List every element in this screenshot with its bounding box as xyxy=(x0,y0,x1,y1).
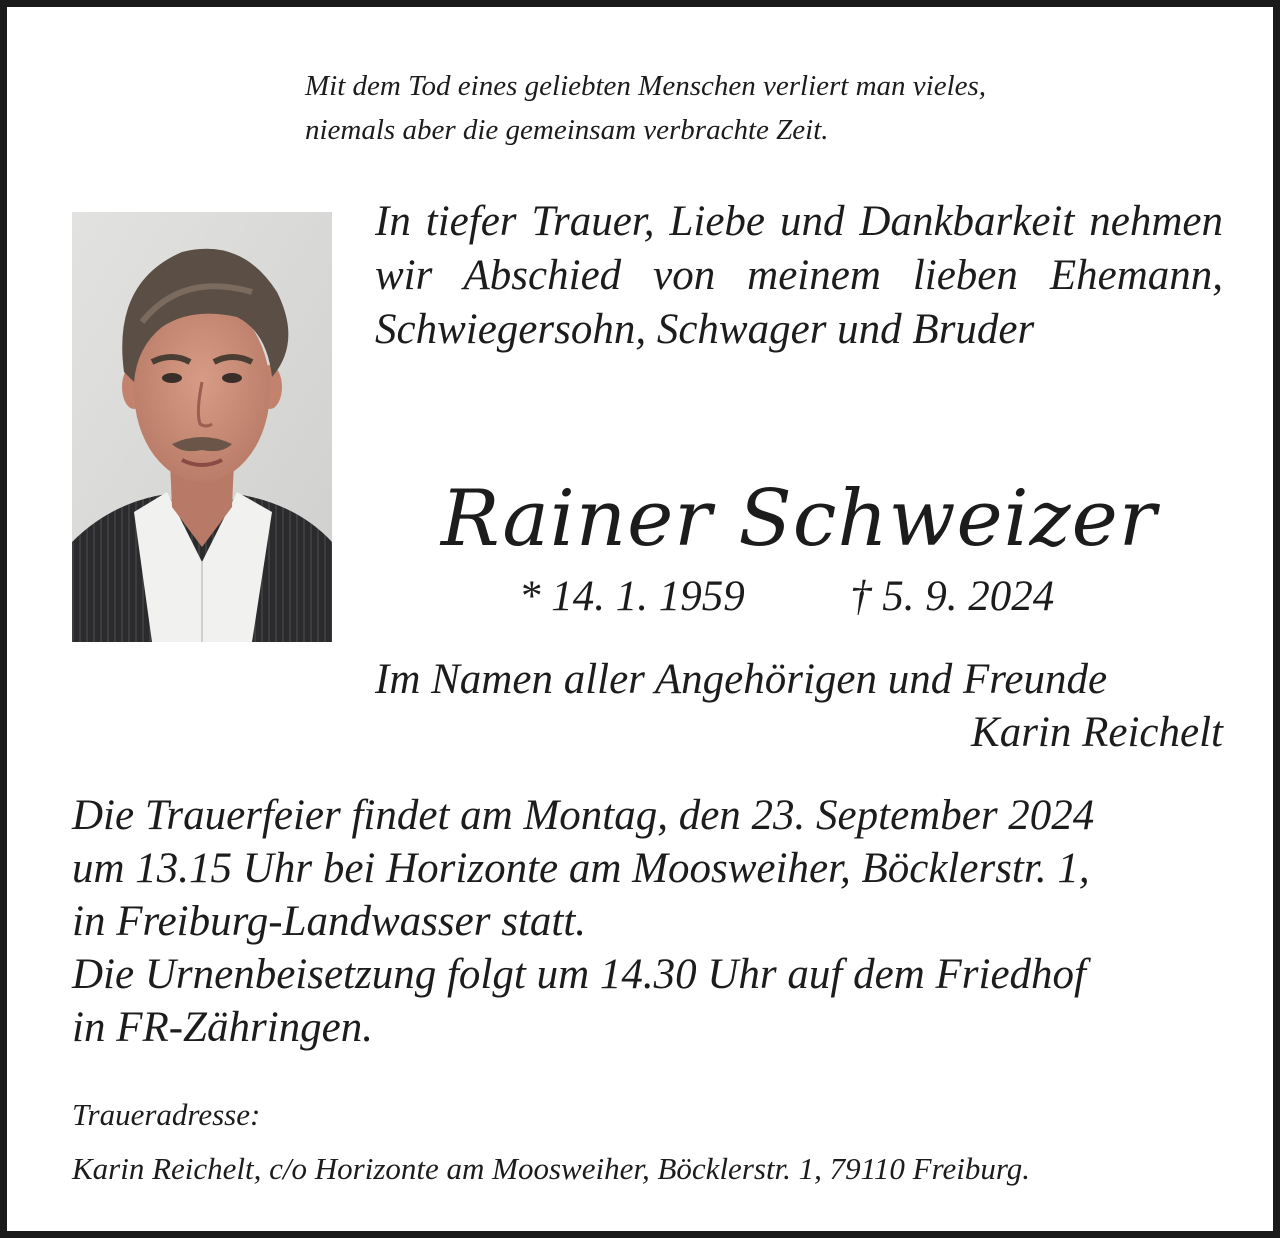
death-date: † 5. 9. 2024 xyxy=(850,573,1055,620)
quote-line-2: niemals aber die gemeinsam verbrachte Zeit. xyxy=(305,114,829,146)
ceremony-line-2: um 13.15 Uhr bei Horizonte am Moosweiher, Böcklerstr. 1, xyxy=(72,845,1090,892)
ceremony-line-5: in FR-Zähringen. xyxy=(72,1004,373,1051)
portrait-photo xyxy=(72,212,332,642)
quote-line-1: Mit dem Tod eines geliebten Menschen verliert man vieles, xyxy=(305,70,987,102)
birth-date: * 14. 1. 1959 xyxy=(519,573,745,620)
signoff-line-1: Im Namen aller Angehörigen und Freunde xyxy=(375,656,1108,703)
ceremony-details xyxy=(72,789,1227,1054)
ceremony-line-3: in Freiburg-Landwasser statt. xyxy=(72,898,587,945)
address-label: Traueradresse: xyxy=(72,1097,261,1132)
signoff xyxy=(375,653,1223,759)
ceremony-line-4: Die Urnenbeisetzung folgt um 14.30 Uhr auf dem Friedhof xyxy=(72,951,1086,998)
memorial-quote xyxy=(305,64,1235,152)
mourning-address: Karin Reichelt, c/o Horizonte am Moosweiher, Böcklerstr. 1, 79110 Freiburg. xyxy=(72,1151,1031,1186)
portrait-illustration xyxy=(72,212,332,642)
deceased-name: Rainer Schweizer xyxy=(440,474,1158,564)
signoff-name: Karin Reichelt xyxy=(971,709,1223,756)
intro-text: In tiefer Trauer, Liebe und Dankbarkeit nehmen wir Abschied von meinem lieben Ehemann, Schwiegersohn, Schwager und Bruder xyxy=(375,198,1223,353)
ceremony-line-1: Die Trauerfeier findet am Montag, den 23. September 2024 xyxy=(72,792,1095,839)
